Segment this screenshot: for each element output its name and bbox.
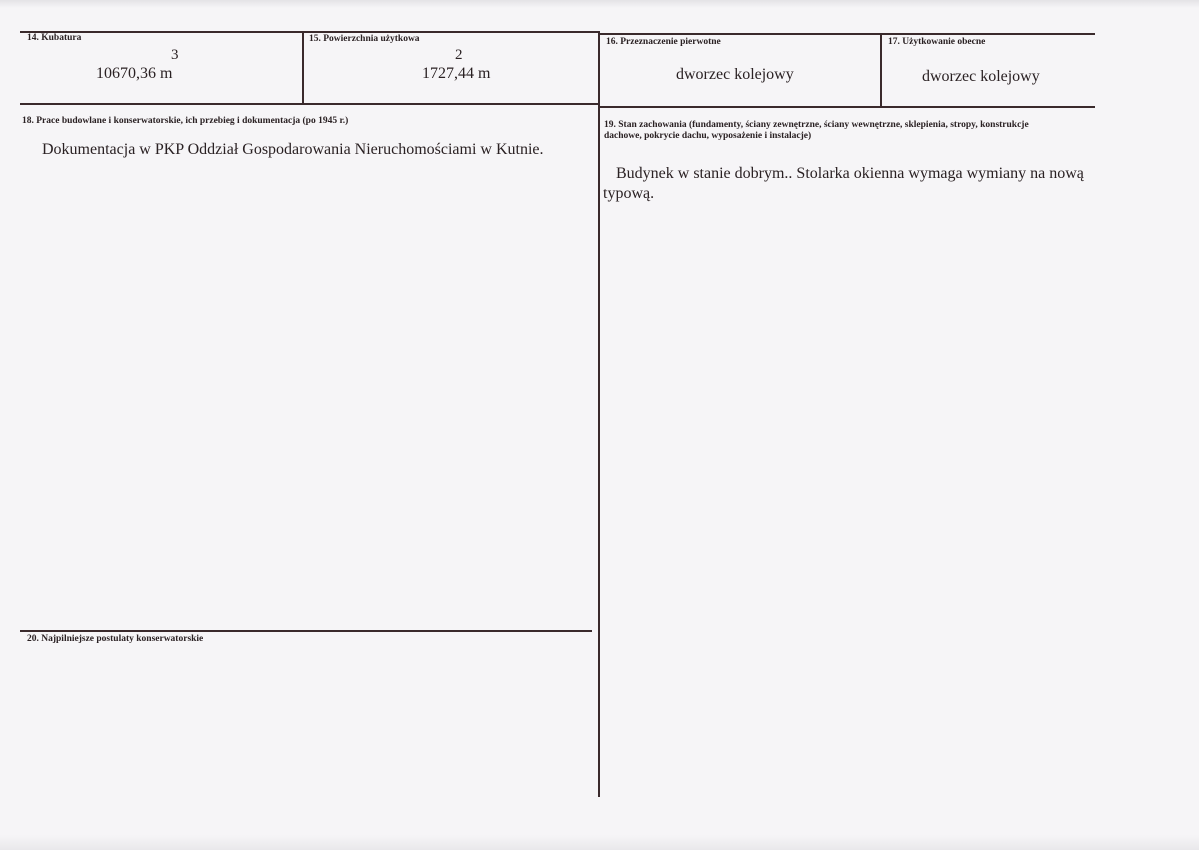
- divider-14-15: [302, 31, 304, 104]
- kubatura-label: 14. Kubatura: [27, 33, 82, 43]
- powierzchnia-label: 15. Powierzchnia użytkowa: [309, 34, 420, 44]
- top-border-left: [20, 31, 598, 33]
- stan-value-line2: typową.: [603, 185, 655, 202]
- stan-value-line1: Budynek w stanie dobrym.. Stolarka okienna wymaga wymiany na nową: [616, 165, 1084, 182]
- top-border-right: [600, 33, 1095, 35]
- row1-bottom-right: [600, 106, 1095, 108]
- divider-15-16: [598, 31, 600, 797]
- przeznaczenie-value: dworzec kolejowy: [676, 66, 794, 83]
- prace-value: Dokumentacja w PKP Oddział Gospodarowania Nieruchomościami w Kutnie.: [42, 141, 544, 158]
- uzytkowanie-value: dworzec kolejowy: [922, 68, 1040, 85]
- uzytkowanie-label: 17. Użytkowanie obecne: [888, 37, 986, 47]
- kubatura-exponent: 3: [171, 47, 179, 63]
- stan-label-line2: dachowe, pokrycie dachu, wyposażenie i instalacje): [604, 131, 812, 141]
- row1-bottom-left: [20, 103, 598, 105]
- postulaty-label: 20. Najpilniejsze postulaty konserwatorskie: [27, 634, 204, 644]
- kubatura-value: 10670,36 m: [96, 65, 173, 82]
- powierzchnia-exponent: 2: [455, 47, 463, 63]
- section-20-top: [20, 630, 592, 632]
- przeznaczenie-label: 16. Przeznaczenie pierwotne: [606, 37, 721, 47]
- divider-16-17: [880, 33, 882, 107]
- prace-label: 18. Prace budowlane i konserwatorskie, ich przebieg i dokumentacja (po 1945 r.): [22, 116, 349, 126]
- powierzchnia-value: 1727,44 m: [422, 65, 491, 82]
- stan-label-line1: 19. Stan zachowania (fundamenty, ściany zewnętrzne, ściany wewnętrzne, sklepienia, stropy, konstrukcje: [604, 120, 1029, 130]
